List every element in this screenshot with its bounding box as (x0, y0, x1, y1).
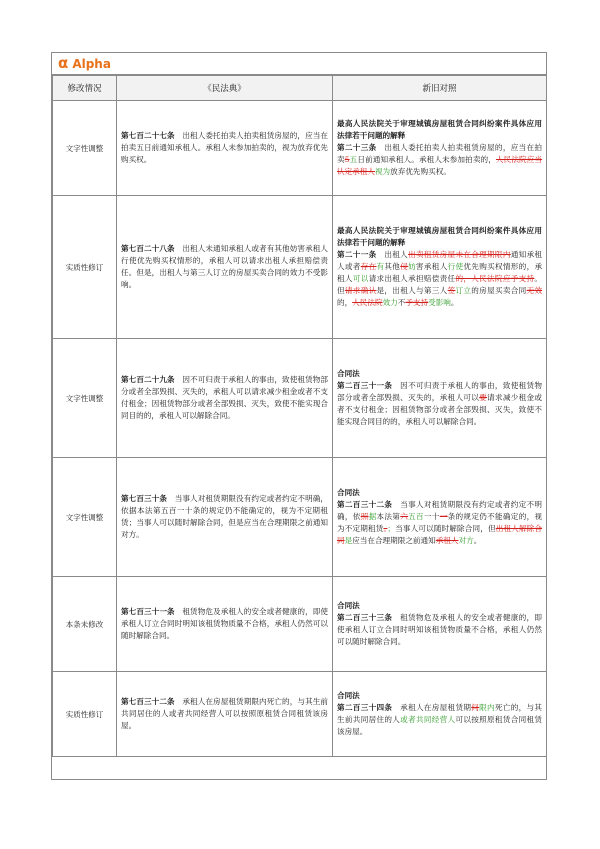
unchanged-text: 本法第 (376, 512, 401, 521)
unchanged-text: 。 (450, 298, 459, 307)
civil-code-article (117, 577, 333, 672)
source-law-title: 最高人民法院关于审理城镇房屋租赁合同纠纷案件具体应用法律若干问题的解释 (337, 119, 542, 140)
inserted-text: 行使 (447, 262, 464, 271)
change-status: 文字性调整 (53, 101, 117, 196)
article-number: 第七百二十八条 (121, 244, 175, 253)
inserted-text: 是 (344, 536, 353, 545)
unchanged-text: 。 (473, 536, 482, 545)
unchanged-text: 放弃优先购买权。 (390, 167, 451, 176)
unchanged-text: 请求减少租金或者不支付租金；因租赁物部分或者全部毁损、灭失，致使不能实现合同目的的，承租人可以解除合同。 (337, 393, 543, 426)
table-row (53, 458, 547, 577)
deleted-text: 承租人 (435, 536, 459, 545)
unchanged-text: 优先购买权情形的，承租人 (337, 262, 543, 283)
inserted-text: 受影响 (428, 298, 451, 307)
unchanged-text: 日前通知承租人。承租人未参加拍卖的， (357, 155, 496, 164)
unchanged-text: 请求出租人承担赔偿责任 (368, 274, 456, 283)
comparison-table (52, 75, 547, 757)
unchanged-text: 一十 (423, 512, 440, 521)
deleted-text: 一 (439, 512, 448, 521)
header-comparison: 新旧对照 (333, 76, 547, 101)
deleted-text: 签 (447, 286, 456, 295)
table-row (53, 672, 547, 757)
old-new-comparison (333, 577, 547, 672)
deleted-text: 间 (471, 703, 480, 712)
table-row (53, 196, 547, 339)
article-number: 第七百二十九条 (121, 375, 175, 384)
source-law-title: 合同法 (337, 691, 360, 700)
unchanged-text: 死亡的，与其生前共同居住的人 (337, 703, 543, 724)
table-row (53, 339, 547, 458)
old-new-comparison (333, 672, 547, 757)
inserted-text: 有 (376, 262, 385, 271)
change-status: 实质性修订 (53, 672, 117, 757)
deleted-text: 六 (400, 512, 409, 521)
article-number: 第七百三十条 (121, 494, 168, 503)
alpha-logo-icon: α (58, 54, 69, 72)
deleted-text: 的，人民法院应予支持 (455, 274, 535, 283)
unchanged-text: 的， (337, 298, 353, 307)
civil-code-article (117, 458, 333, 577)
unchanged-text: 应当在合理期限之前通知 (352, 536, 436, 545)
unchanged-text: 害承租人 (416, 262, 448, 271)
deleted-text: 出租人解除合同 (337, 524, 543, 545)
old-new-comparison (333, 196, 547, 339)
source-law-title: 最高人民法院关于审理城镇房屋租赁合同纠纷案件具体应用法律若干问题的解释 (337, 226, 542, 247)
deleted-text: 无效 (526, 286, 543, 295)
old-article-number: 第二百三十四条 (337, 703, 393, 712)
inserted-text: 对方 (458, 536, 474, 545)
change-status: 文字性调整 (53, 458, 117, 577)
article-text: 因不可归责于承租人的事由，致使租赁物部分或者全部毁损、灭失的，承租人可以请求减少租金或者不支付租金；因租赁物部分或者全部毁损、灭失，致使不能实现合同目的的，承租人可以解除合同。 (121, 375, 329, 420)
inserted-text: 视为 (374, 167, 391, 176)
brand-header (52, 53, 546, 75)
civil-code-article (117, 101, 333, 196)
inserted-text: 订立 (455, 286, 472, 295)
deleted-text: 要 (479, 393, 488, 402)
source-law-title: 合同法 (337, 601, 360, 610)
unchanged-text: 。但 (337, 274, 543, 295)
inserted-text: ； (387, 524, 395, 533)
unchanged-text: 的房屋买卖合同 (471, 286, 527, 295)
unchanged-text: 出租人委托拍卖人拍卖租赁房屋的，应当在拍卖 (337, 143, 543, 164)
inserted-text: 五 (349, 155, 358, 164)
inserted-text: 或者共同经营人 (400, 715, 456, 724)
change-status: 实质性修订 (53, 196, 117, 339)
deleted-text: 人民法院 (352, 298, 383, 307)
article-text: 租赁物危及承租人的安全或者健康的，即使承租人订立合同时明知该租赁物质量不合格，承租人仍然可以随时解除合同。 (121, 607, 329, 640)
deleted-text: 予支持 (405, 298, 429, 307)
unchanged-text: 当事人对租赁期限没有约定或者约定不明确，依 (337, 500, 543, 521)
unchanged-text: 是，出租人与第三人 (376, 286, 448, 295)
comparison-sheet (51, 52, 547, 780)
civil-code-article (117, 672, 333, 757)
inserted-text: 妨 (408, 262, 417, 271)
old-article-number: 第二百三十一条 (337, 381, 393, 390)
inserted-text: 限内 (479, 703, 495, 712)
old-new-comparison (333, 339, 547, 458)
article-text: 出租人委托拍卖人拍卖租赁房屋的，应当在拍卖五日前通知承租人。承租人未参加拍卖的，视为放弃优先购买权。 (121, 131, 329, 164)
unchanged-text: 可以按照原租赁合同租赁该房屋。 (337, 715, 543, 736)
inserted-text: 可以 (352, 274, 369, 283)
old-article-number: 第二十三条 (337, 143, 377, 152)
change-status: 文字性调整 (53, 339, 117, 458)
deleted-text: 5 (344, 155, 350, 164)
article-number: 第七百三十二条 (121, 697, 175, 706)
source-law-title: 合同法 (337, 488, 360, 497)
unchanged-text: 因不可归责于承租人的事由，致使租赁物部分或者全部毁损、灭失的，承租人可以 (337, 381, 543, 402)
change-status: 本条未修改 (53, 577, 117, 672)
unchanged-text: 当事人可以随时解除合同，但 (394, 524, 496, 533)
old-article-number: 第二百三十二条 (337, 500, 393, 509)
source-law-title: 合同法 (337, 369, 360, 378)
article-text: 当事人对租赁期限没有约定或者约定不明确，依据本法第五百一十条的规定仍不能确定的，视为不定期租赁；当事人可以随时解除合同，但是应当在合理期限之前通知对方。 (121, 494, 329, 539)
header-status: 修改情况 (53, 76, 117, 101)
unchanged-text: 出租人 (376, 250, 409, 259)
old-new-comparison (333, 101, 547, 196)
table-row (53, 101, 547, 196)
article-text: 承租人在房屋租赁期限内死亡的，与其生前共同居住的人或者共同经营人可以按照原租赁合同租赁该房屋。 (121, 697, 329, 730)
deleted-text: 照 (360, 512, 369, 521)
old-article-number: 第二十一条 (337, 250, 377, 259)
unchanged-text: 不 (397, 298, 406, 307)
unchanged-text: 租赁物危及承租人的安全或者健康的，即使承租人订立合同时明知该租赁物质量不合格，承租人仍然可以随时解除合同。 (337, 613, 543, 646)
deleted-text: 。 (383, 524, 388, 533)
article-text: 出租人未通知承租人或者有其他妨害承租人行使优先购买权情形的，承租人可以请求出租人承担赔偿责任。但是，出租人与第三人订立的房屋买卖合同的效力不受影响。 (121, 244, 329, 289)
deleted-text: 人民法院应当认定承租人 (337, 155, 543, 176)
deleted-text: 侵 (400, 262, 409, 271)
inserted-text: 据 (368, 512, 377, 521)
deleted-text: 请求确认 (344, 286, 377, 295)
table-row (53, 577, 547, 672)
unchanged-text: 承租人在房屋租赁期 (392, 703, 472, 712)
article-number: 第七百二十七条 (121, 131, 175, 140)
deleted-text: 存在 (360, 262, 377, 271)
civil-code-article (117, 339, 333, 458)
civil-code-article (117, 196, 333, 339)
unchanged-text: 其他 (384, 262, 401, 271)
inserted-text: 效力 (382, 298, 398, 307)
deleted-text: 出卖租赁房屋未在合理期限内 (408, 250, 511, 259)
header-civil-code: 《民法典》 (117, 76, 333, 101)
brand-name: Alpha (72, 56, 111, 71)
old-new-comparison (333, 458, 547, 577)
article-number: 第七百三十一条 (121, 607, 175, 616)
inserted-text: 五百 (408, 512, 424, 521)
old-article-number: 第二百三十三条 (337, 613, 393, 622)
unchanged-text: 条的规定仍不能确定的，视为不定期租赁 (337, 512, 543, 533)
unchanged-text: 通知承租人或者 (337, 250, 543, 271)
